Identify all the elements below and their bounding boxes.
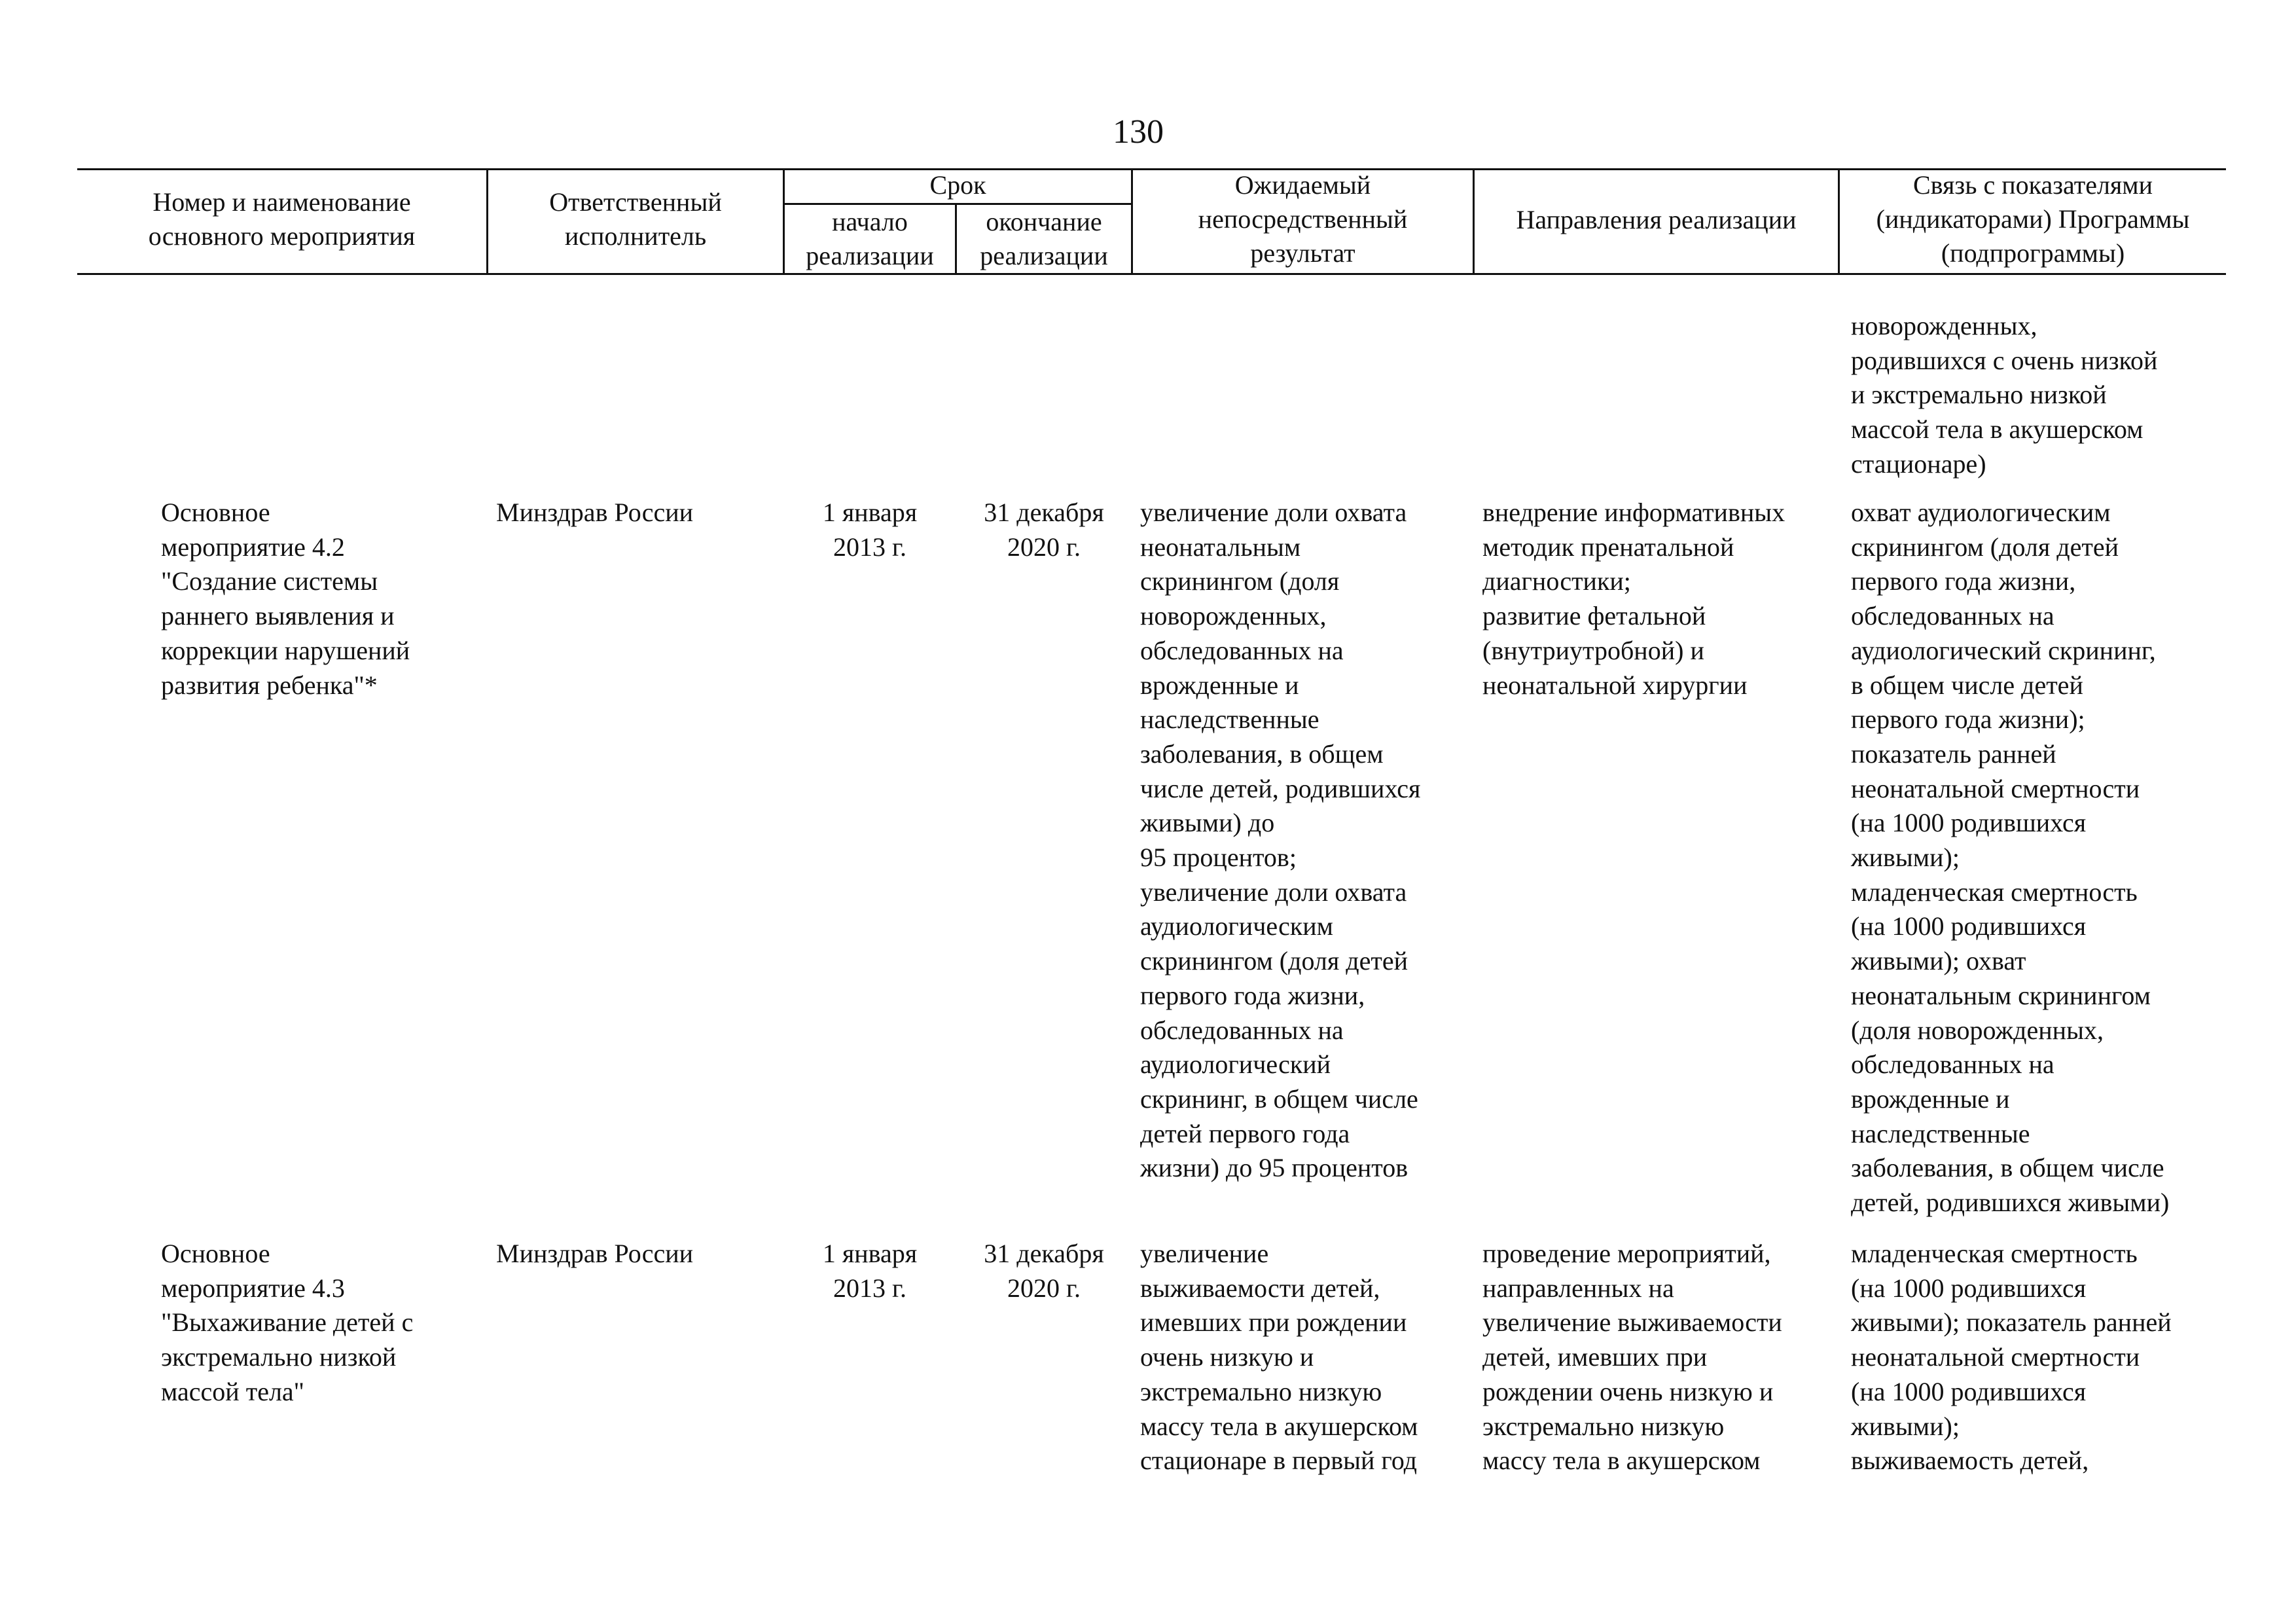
header-name: Номер и наименование основного мероприятия [148, 187, 416, 251]
expected-result: увеличение доли охвата неонатальным скринингом (доля новорожденных, обследованных на врожденные и наследственные заболевания, в общем числе детей, родившихся живыми) до 95 процентов; увеличение доли охвата аудиологическим скринингом (доля детей первого года жизни, обследованных на аудиологический скрининг, в общем числе детей первого года жизни) до 95 процентов [1140, 498, 1421, 1183]
expected-result: увеличение выживаемости детей, имевших при рождении очень низкую и экстремально низкую массу тела в акушерском стационаре в первый год [1140, 1239, 1418, 1476]
end-date: 31 декабря 2020 г. [984, 1239, 1104, 1303]
executor: Минздрав России [496, 498, 694, 527]
header-end: окончание реализации [980, 207, 1108, 270]
header-result: Ожидаемый непосредственный результат [1198, 170, 1408, 268]
directions: проведение мероприятий, направленных на увеличение выживаемости детей, имевших при рождении очень низкую и экстремально низкую массу тела в акушерском [1482, 1239, 1782, 1476]
header-directions: Направления реализации [1516, 205, 1797, 234]
executor: Минздрав России [496, 1239, 694, 1268]
indicators: охват аудиологическим скринингом (доля детей первого года жизни, обследованных на аудиологический скрининг, в общем числе детей первого года жизни); показатель ранней неонатальной смертности (на 1000 родившихся живыми); младенческая смертность (на 1000 родившихся живыми); охват неонатальным скринингом (доля новорожденных, обследованных на врожденные и наследственные заболевания, в общем числе детей, родившихся живыми) [1851, 498, 2170, 1218]
end-date: 31 декабря 2020 г. [984, 498, 1104, 562]
indicators: младенческая смертность (на 1000 родившихся живыми); показатель ранней неонатальной смертности (на 1000 родившихся живыми); выживаемость детей, [1851, 1239, 2172, 1476]
directions: внедрение информативных методик пренатальной диагностики; развитие фетальной (внутриутробной) и неонатальной хирургии [1482, 498, 1785, 700]
start-date: 1 января 2013 г. [822, 1239, 918, 1303]
start-date: 1 января 2013 г. [822, 498, 918, 562]
header-indicators: Связь с показателями (индикаторами) Программы (подпрограммы) [1876, 170, 2190, 268]
header-bottom-rule [77, 273, 2226, 275]
page-number: 130 [1113, 113, 1164, 151]
carryover-indicators: новорожденных, родившихся с очень низкой и экстремально низкой массой тела в акушерском стационаре) [1851, 311, 2158, 479]
header-term: Срок [929, 170, 986, 200]
measure-name: Основное мероприятие 4.2 "Создание системы раннего выявления и коррекции нарушений развития ребенка"* [161, 498, 410, 700]
header-executor: Ответственный исполнитель [549, 187, 722, 251]
measure-name: Основное мероприятие 4.3 "Выхаживание детей с экстремально низкой массой тела" [161, 1239, 414, 1406]
header-start: начало реализации [806, 207, 934, 270]
